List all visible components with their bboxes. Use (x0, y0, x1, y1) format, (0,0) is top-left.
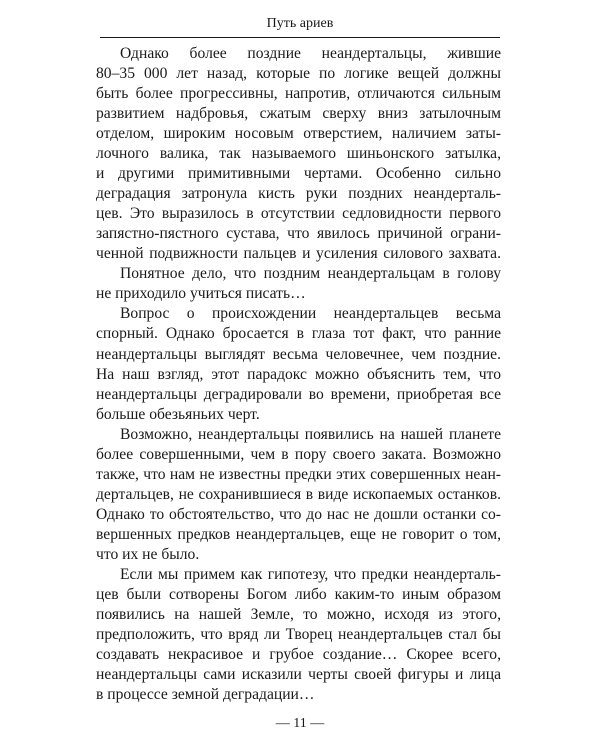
text-line: предположить, что вряд ли Творец неандертальцев стал бы (96, 625, 501, 643)
text-line: 80–35 000 лет назад, которые по логике вещей должны (96, 65, 501, 82)
text-line: отделом, широким носовым отверстием, наличием заты- (96, 125, 501, 143)
running-header: Путь ариев (266, 16, 334, 31)
text-line: На наш взгляд, этот парадокс можно объяснить тем, что (96, 365, 501, 383)
text-line: деградация затронула кисть руки поздних неандерталь- (96, 185, 501, 203)
text-line: неандертальцы выглядят весьма человечнее, чем поздние. (96, 345, 501, 363)
text-line: спорный. Однако бросается в глаза тот факт, что ранние (96, 325, 501, 343)
text-line: запястно-пястного сустава, что явилось причиной ограни- (96, 225, 501, 243)
text-line: Однако то обстоятельство, что до нас не дошли останки со- (96, 505, 501, 523)
text-line: больше обезьяньих черт. (96, 405, 260, 423)
text-line: создавать некрасивое и грубое создание… Скорее всего, (96, 645, 501, 663)
text-line: в процессе земной деградации… (96, 686, 315, 703)
text-line: цев были сотворены Богом либо каким-то иным образом (96, 585, 501, 603)
text-line: появились на нашей Земле, то можно, исходя из этого, (96, 605, 501, 623)
text-line: Если мы примем как гипотезу, что предки неандерталь- (120, 565, 501, 583)
text-line: ченной подвижности пальцев и усиления силового захвата. (96, 245, 501, 263)
text-line: вершенных предков неандертальцев, еще не говорит о том, (96, 525, 501, 543)
text-line: Понятное дело, что поздним неандертальцам в голову (120, 265, 501, 283)
text-line: и другими примитивными чертами. Особенно сильно (96, 165, 501, 183)
text-line: Вопрос о происхождении неандертальцев весьма (120, 305, 501, 323)
text-line: Возможно, неандертальцы появились на нашей планете (120, 425, 501, 443)
text-line: более совершенными, чем в пору своего заката. Возможно (96, 445, 501, 463)
text-line: лочного валика, так называемого шиньонского затылка, (96, 145, 501, 163)
text-line: также, что нам не известны предки этих совершенных неан- (96, 465, 501, 483)
text-line: развитием надбровья, сжатым сверху вниз затылочным (96, 105, 501, 123)
text-line: цев. Это выразилось в отсутствии седловидности первого (96, 205, 501, 223)
text-line: неандертальцы деградировали во времени, приобретая все (96, 385, 501, 403)
text-line: что их не было. (96, 545, 200, 563)
text-line: не приходило учиться писать… (96, 285, 306, 303)
text-line: Однако более поздние неандертальцы, жившие (120, 45, 501, 62)
page-number: — 11 — (275, 716, 325, 731)
text-line: неандертальцы сами исказили черты своей фигуры и лица (96, 665, 501, 683)
text-line: дертальцев, не сохранившиеся в виде ископаемых останков. (96, 485, 501, 503)
header-rule (100, 37, 500, 38)
text-line: быть более прогрессивны, напротив, отличаются сильным (96, 85, 501, 103)
